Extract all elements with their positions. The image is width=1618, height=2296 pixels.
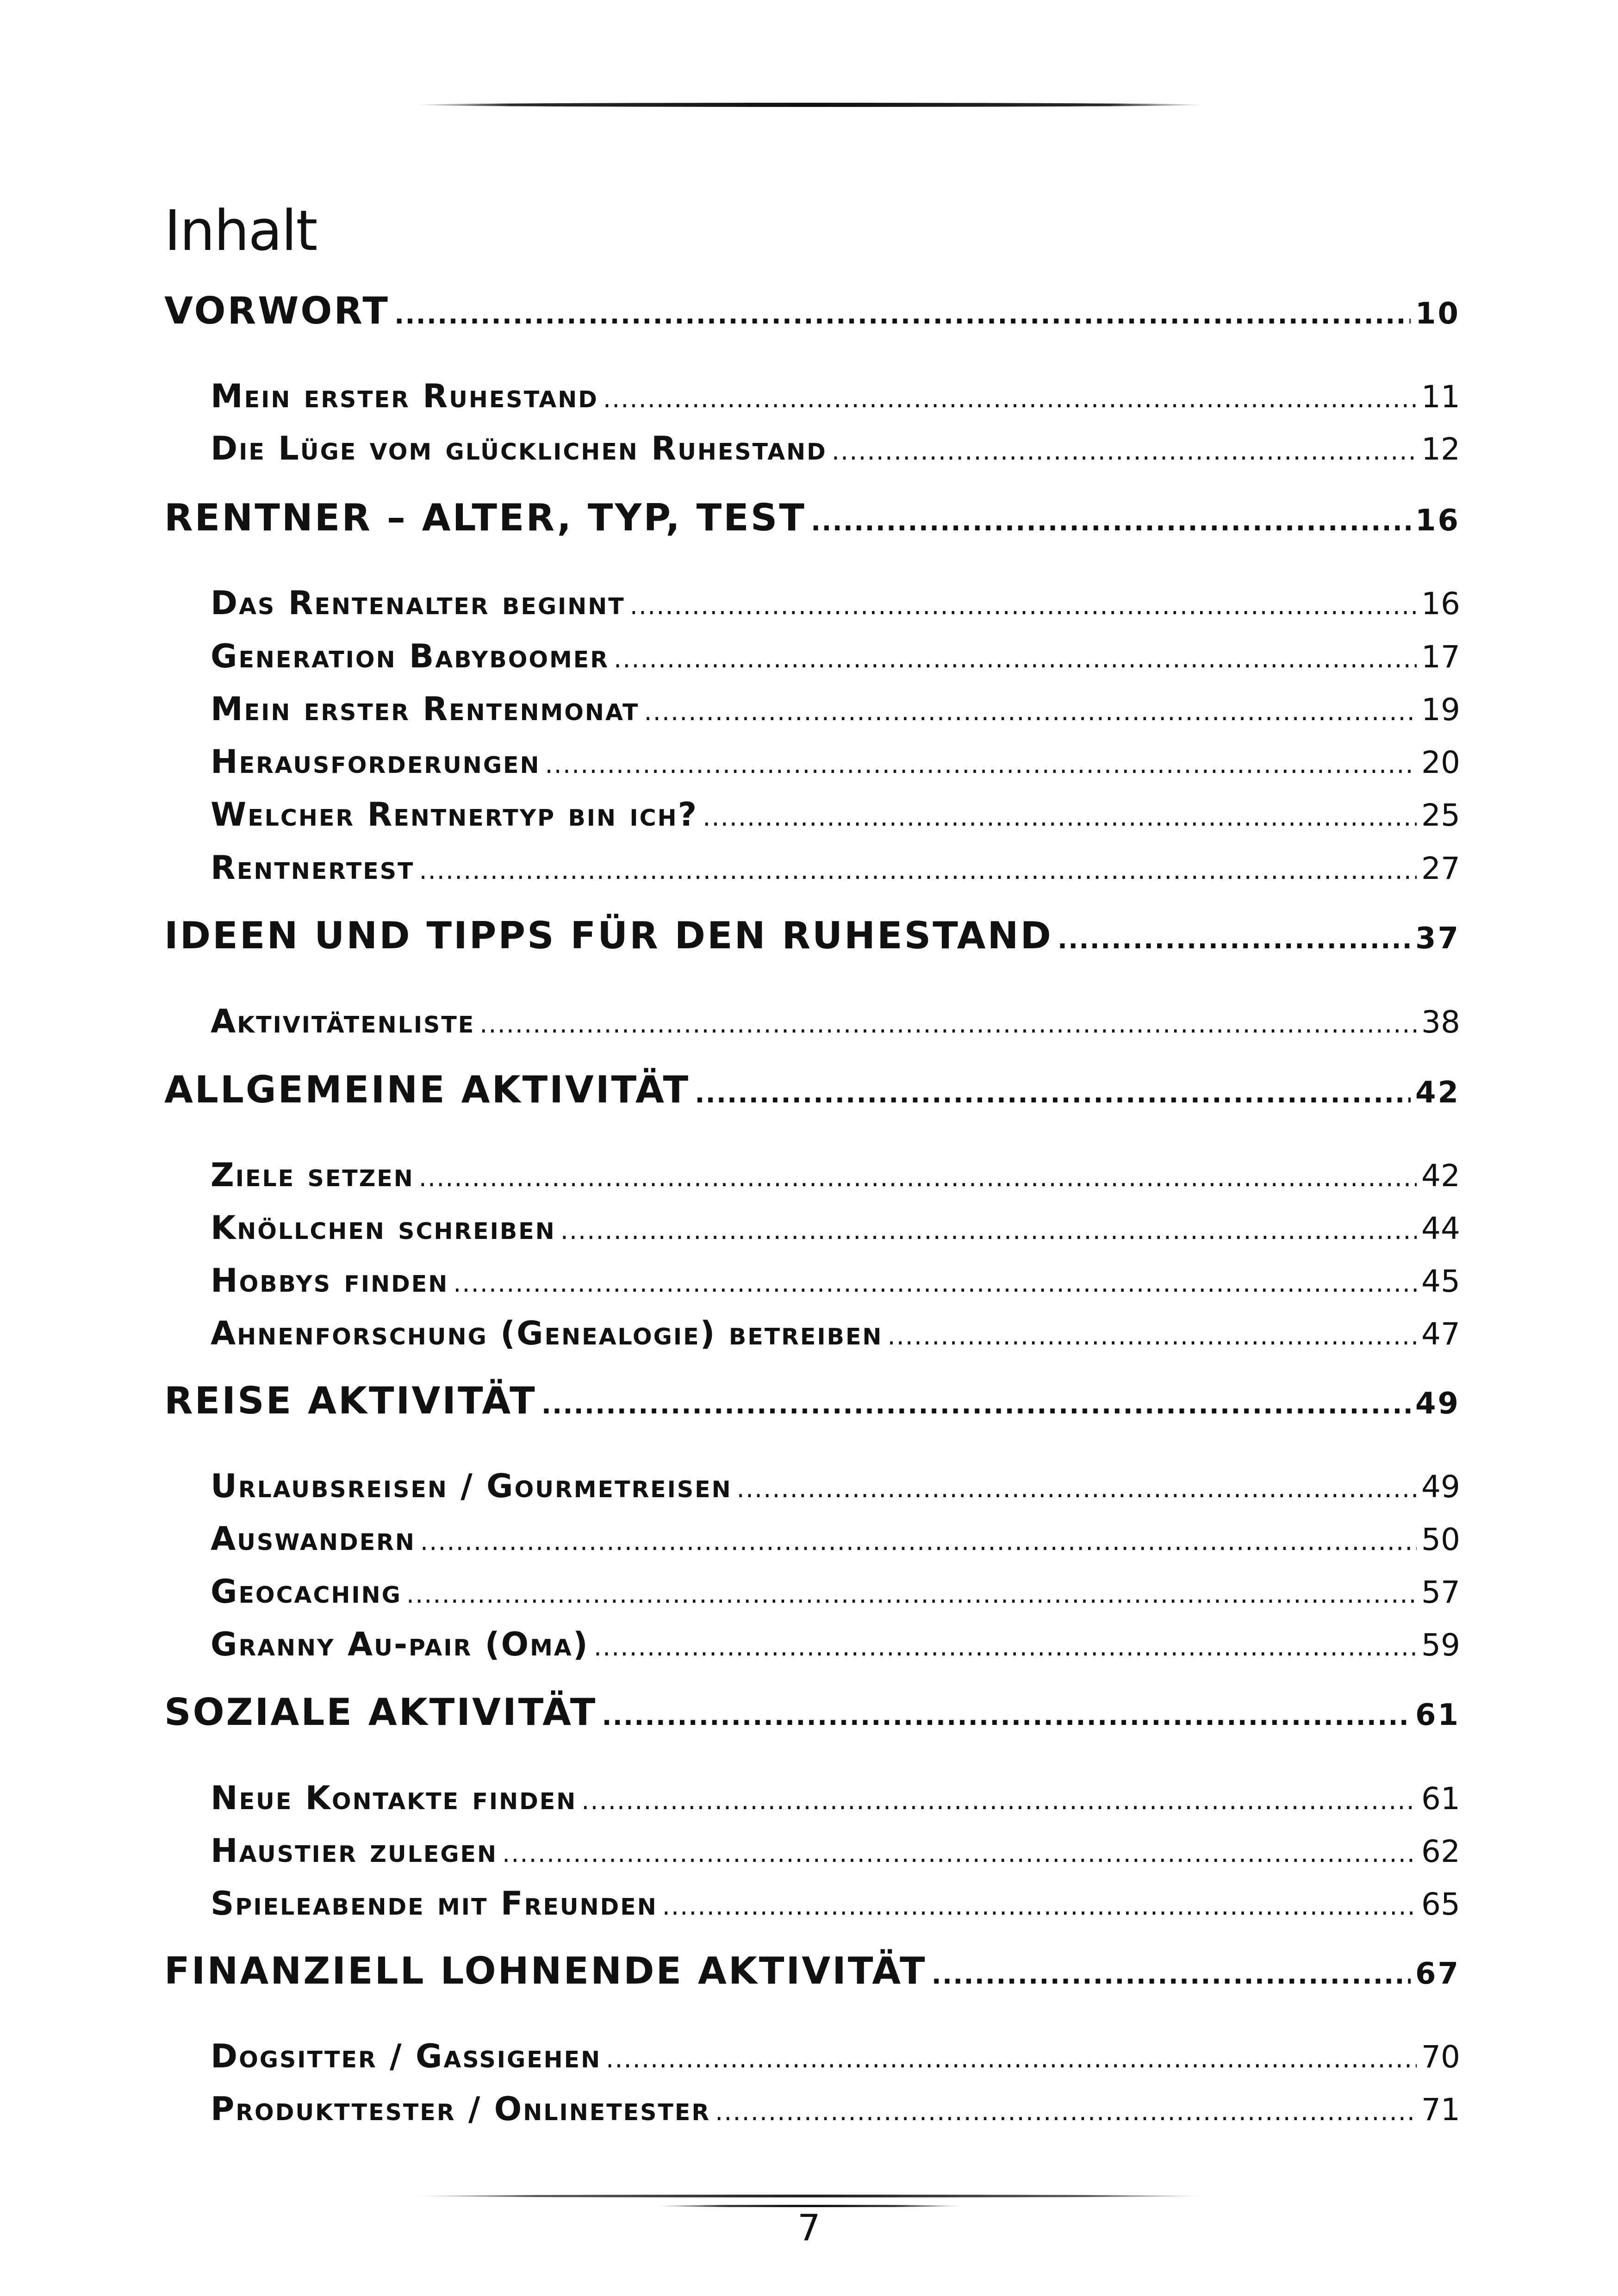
toc-section-aktivitaetenliste[interactable] [211, 1002, 1460, 1040]
bottom-decorative-rule [417, 2195, 1203, 2197]
toc-section-ahnenforschung[interactable] [211, 1314, 1460, 1352]
toc-leader-dots [811, 507, 1411, 537]
toc-section-neue-kontakte[interactable] [211, 1779, 1460, 1817]
toc-chapter-label: SOZIALE AKTIVITÄT [164, 1691, 597, 1734]
toc-section-herausforderungen[interactable] [211, 743, 1460, 781]
toc-section-label: Dogsitter / Gassigehen [211, 2037, 602, 2075]
toc-leader-dots [603, 384, 1417, 413]
toc-chapter-ideen[interactable] [164, 914, 1460, 957]
toc-page-number: 61 [1415, 1698, 1460, 1732]
toc-page-number: 25 [1421, 797, 1460, 833]
toc-section-dogsitter[interactable] [211, 2037, 1460, 2075]
toc-page-number: 45 [1421, 1263, 1460, 1299]
toc-chapter-label: IDEEN UND TIPPS FÜR DEN RUHESTAND [164, 914, 1053, 957]
toc-section-knoellchen[interactable] [211, 1209, 1460, 1247]
toc-section-spieleabende[interactable] [211, 1885, 1460, 1923]
toc-section-urlaubsreisen[interactable] [211, 1467, 1460, 1505]
bottom-decorative-rule-short [657, 2205, 963, 2207]
toc-leader-dots [737, 1474, 1417, 1503]
toc-page-number: 70 [1421, 2039, 1460, 2075]
toc-leader-dots [1058, 925, 1411, 955]
toc-leader-dots [606, 2044, 1417, 2073]
toc-section-rentenalter[interactable] [211, 584, 1460, 622]
toc-page-number: 17 [1421, 639, 1460, 675]
toc-page-number: 16 [1415, 504, 1460, 538]
toc-leader-dots [602, 1701, 1411, 1731]
toc-leader-dots [545, 750, 1417, 779]
toc-page-number: 67 [1415, 1957, 1460, 1991]
toc-page-number: 65 [1421, 1886, 1460, 1922]
toc-section-auswandern[interactable] [211, 1520, 1460, 1558]
toc-page-number: 11 [1421, 379, 1460, 415]
toc-section-label: Ziele setzen [211, 1156, 414, 1194]
toc-section-label: Neue Kontakte finden [211, 1779, 577, 1817]
toc-page-number: 20 [1421, 745, 1460, 780]
toc-chapter-label: VORWORT [164, 289, 390, 332]
toc-leader-dots [502, 1839, 1417, 1868]
toc-page-number: 71 [1421, 2092, 1460, 2128]
toc-chapter-reise[interactable] [164, 1379, 1460, 1422]
toc-leader-dots [406, 1580, 1417, 1609]
toc-section-label: Mein erster Ruhestand [211, 377, 598, 415]
page-number: 7 [797, 2208, 821, 2249]
toc-chapter-label: FINANZIELL LOHNENDE AKTIVITÄT [164, 1949, 927, 1992]
toc-chapter-label: REISE AKTIVITÄT [164, 1379, 537, 1422]
toc-section-label: Das Rentenalter beginnt [211, 584, 625, 622]
toc-chapter-soziale[interactable] [164, 1691, 1460, 1734]
toc-leader-dots [715, 2097, 1417, 2126]
toc-section-label: Produkttester / Onlinetester [211, 2090, 711, 2128]
toc-leader-dots [932, 1960, 1411, 1990]
toc-chapter-finanziell[interactable] [164, 1949, 1460, 1992]
toc-section-label: Hobbys finden [211, 1262, 449, 1300]
toc-chapter-rentner[interactable] [164, 496, 1460, 539]
toc-section-rentenmonat[interactable] [211, 690, 1460, 728]
toc-page-number: 47 [1421, 1316, 1460, 1352]
toc-chapter-vorwort[interactable] [164, 289, 1460, 332]
toc-section-haustier[interactable] [211, 1832, 1460, 1870]
toc-section-label: Knöllchen schreiben [211, 1209, 556, 1247]
top-decorative-rule [417, 103, 1203, 107]
toc-leader-dots [394, 300, 1411, 330]
toc-page-number: 49 [1421, 1469, 1460, 1505]
toc-section-label: Auswandern [211, 1520, 416, 1558]
toc-section-die-luege[interactable] [211, 429, 1460, 467]
toc-leader-dots [419, 1163, 1417, 1192]
toc-leader-dots [644, 697, 1417, 726]
toc-page-number: 16 [1421, 586, 1460, 622]
toc-section-label: Rentnertest [211, 849, 415, 887]
toc-leader-dots [453, 1269, 1417, 1298]
toc-section-label: Welcher Rentnertyp bin ich? [211, 796, 698, 834]
toc-leader-dots [887, 1321, 1417, 1350]
toc-section-hobbys[interactable] [211, 1262, 1460, 1300]
toc-section-label: Geocaching [211, 1573, 402, 1611]
toc-section-label: Spieleabende mit Freunden [211, 1885, 658, 1923]
toc-leader-dots [479, 1009, 1417, 1039]
toc-section-label: Generation Babyboomer [211, 637, 609, 675]
toc-section-rentnertest[interactable] [211, 849, 1460, 887]
toc-leader-dots [695, 1079, 1411, 1109]
toc-page-number: 27 [1421, 851, 1460, 886]
toc-section-label: Granny Au-pair (Oma) [211, 1625, 589, 1663]
toc-page-number: 57 [1421, 1574, 1460, 1610]
toc-page-number: 50 [1421, 1522, 1460, 1557]
toc-page-number: 59 [1421, 1627, 1460, 1663]
toc-section-rentnertyp[interactable] [211, 796, 1460, 834]
toc-leader-dots [832, 436, 1417, 466]
toc-leader-dots [703, 803, 1417, 832]
toc-page-number: 62 [1421, 1834, 1460, 1869]
toc-page-number: 42 [1421, 1158, 1460, 1194]
toc-section-granny-au-pair[interactable] [211, 1625, 1460, 1663]
toc-leader-dots [419, 856, 1417, 885]
toc-page-number: 44 [1421, 1211, 1460, 1246]
toc-page-number: 12 [1421, 431, 1460, 467]
toc-leader-dots [541, 1390, 1411, 1420]
toc-chapter-label: ALLGEMEINE AKTIVITÄT [164, 1068, 691, 1111]
toc-section-produkttester[interactable] [211, 2090, 1460, 2128]
toc-section-geocaching[interactable] [211, 1573, 1460, 1611]
toc-section-label: Die Lüge vom glücklichen Ruhestand [211, 429, 827, 467]
toc-leader-dots [581, 1786, 1417, 1815]
toc-leader-dots [420, 1527, 1417, 1556]
toc-leader-dots [594, 1632, 1417, 1661]
toc-page-number: 37 [1415, 921, 1460, 956]
toc-leader-dots [614, 644, 1417, 673]
toc-leader-dots [630, 591, 1417, 620]
toc-section-label: Herausforderungen [211, 743, 541, 781]
toc-section-label: Aktivitätenliste [211, 1002, 475, 1040]
toc-leader-dots [560, 1216, 1417, 1245]
toc-section-label: Ahnenforschung (Genealogie) betreiben [211, 1314, 883, 1352]
toc-section-label: Mein erster Rentenmonat [211, 690, 640, 728]
toc-section-label: Haustier zulegen [211, 1832, 498, 1870]
toc-page-number: 19 [1421, 692, 1460, 728]
toc-section-ziele[interactable] [211, 1156, 1460, 1194]
toc-chapter-label: RENTNER – ALTER, TYP, TEST [164, 496, 806, 539]
toc-leader-dots [662, 1892, 1417, 1921]
toc-page-number: 42 [1415, 1076, 1460, 1110]
toc-page-number: 10 [1415, 297, 1460, 331]
toc-section-label: Urlaubsreisen / Gourmetreisen [211, 1467, 732, 1505]
toc-chapter-allgemeine[interactable] [164, 1068, 1460, 1111]
toc-page-number: 49 [1415, 1387, 1460, 1421]
toc-title: Inhalt [164, 199, 317, 263]
toc-page-number: 61 [1421, 1781, 1460, 1817]
toc-section-babyboomer[interactable] [211, 637, 1460, 675]
toc-page-number: 38 [1421, 1004, 1460, 1040]
toc-section-mein-erster-ruhestand[interactable] [211, 377, 1460, 415]
